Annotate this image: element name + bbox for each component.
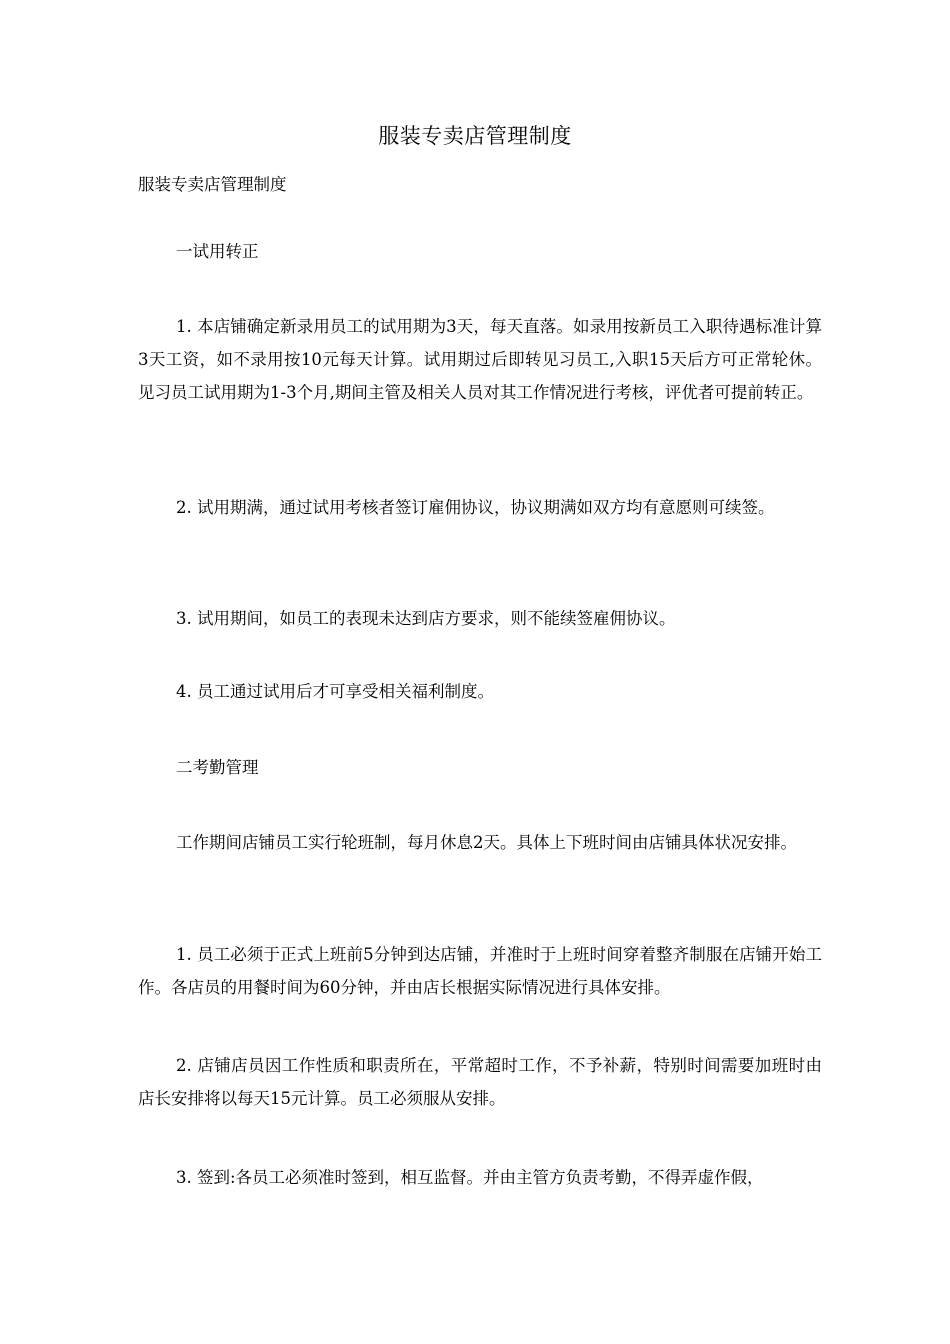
document-title: 服装专卖店管理制度 (378, 124, 572, 148)
section-heading-attendance: 二考勤管理 (176, 758, 259, 777)
paragraph-attendance-2: 2. 店铺店员因工作性质和职责所在，平常超时工作，不予补薪，特别时间需要加班时由店长安排将以每天15元计算。员工必须服从安排。 (138, 1056, 822, 1108)
paragraph-attendance-1: 1. 员工必须于正式上班前5分钟到达店铺，并准时于上班时间穿着整齐制服在店铺开始工作。各店员的用餐时间为60分钟，并由店长根据实际情况进行具体安排。 (138, 945, 822, 997)
paragraph-probation-4: 4. 员工通过试用后才可享受相关福利制度。 (176, 682, 494, 701)
document-subtitle: 服装专卖店管理制度 (138, 175, 287, 194)
paragraph-probation-1: 1. 本店铺确定新录用员工的试用期为3天，每天直落。如录用按新员工入职待遇标准计算3天工资，如不录用按10元每天计算。试用期过后即转见习员工,入职15天后方可正常轮休。见习员工试用期为1-3个月,期间主管及相关人员对其工作情况进行考核，评优者可提前转正。 (138, 317, 822, 402)
section-heading-probation: 一试用转正 (176, 242, 259, 261)
paragraph-probation-3: 3. 试用期间，如员工的表现未达到店方要求，则不能续签雇佣协议。 (176, 609, 676, 628)
paragraph-attendance-3: 3. 签到:各员工必须准时签到，相互监督。并由主管方负责考勤，不得弄虚作假， (176, 1168, 764, 1187)
paragraph-probation-2: 2. 试用期满，通过试用考核者签订雇佣协议，协议期满如双方均有意愿则可续签。 (176, 498, 775, 517)
paragraph-attendance-intro: 工作期间店铺员工实行轮班制，每月休息2天。具体上下班时间由店铺具体状况安排。 (176, 833, 797, 852)
